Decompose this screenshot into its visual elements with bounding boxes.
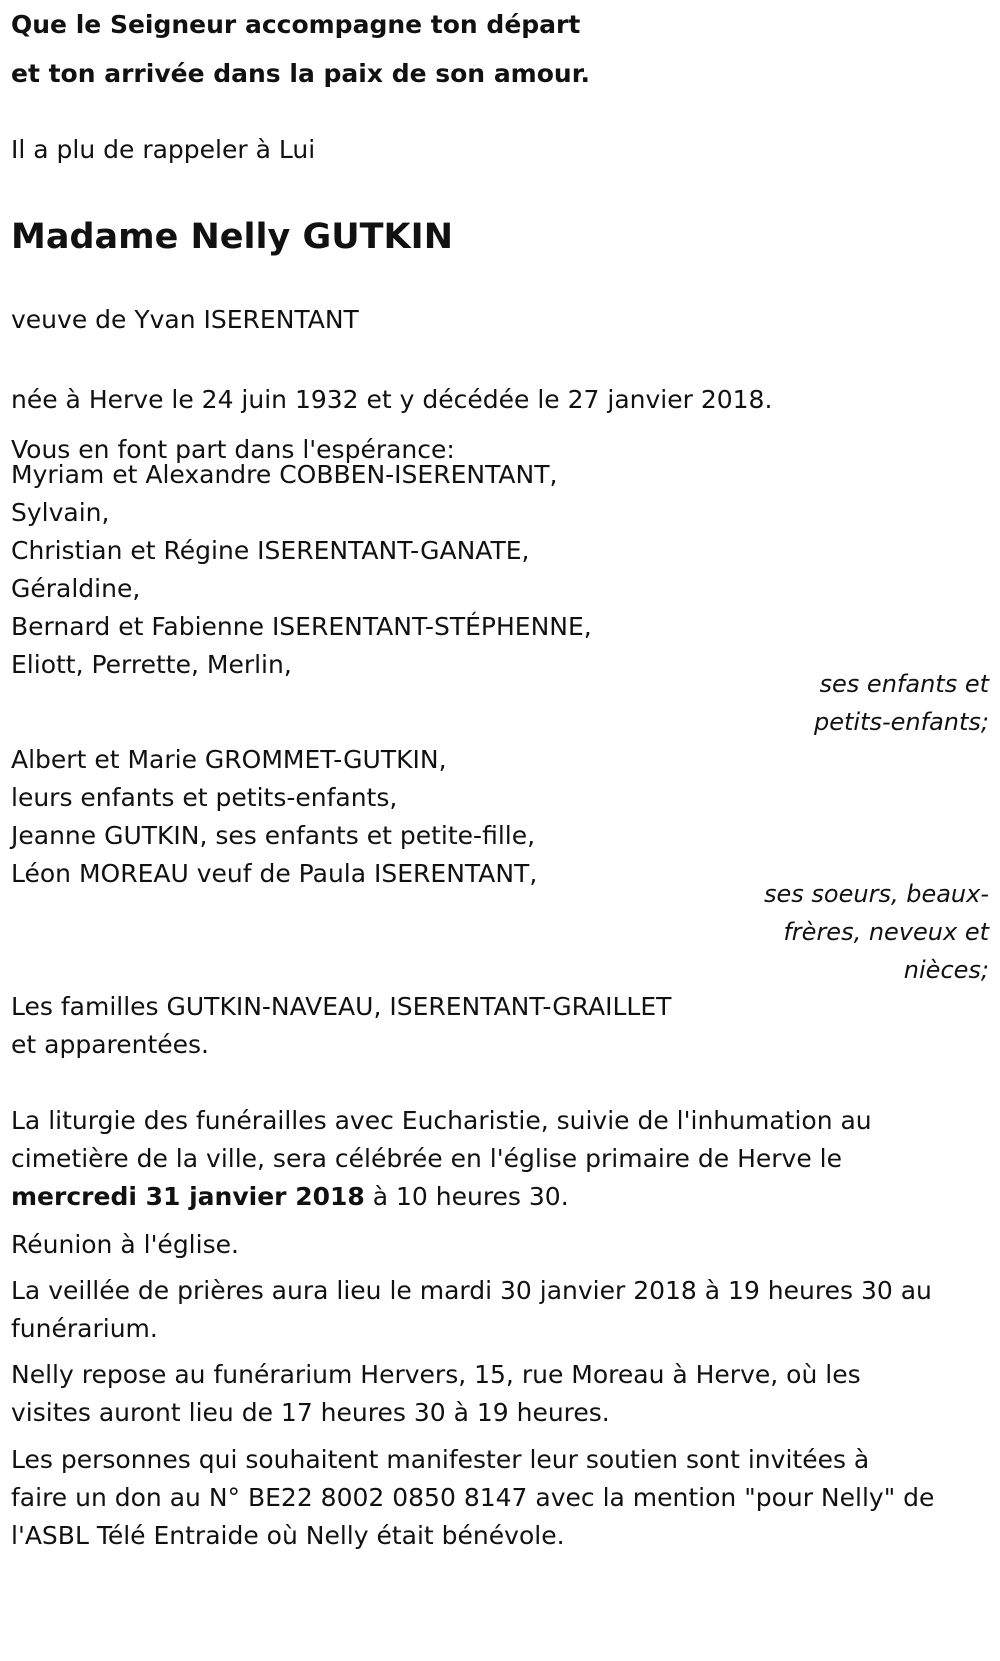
family-line: Géraldine, [11, 574, 141, 603]
family-line: Léon MOREAU veuf de Paula ISERENTANT, [11, 859, 538, 888]
relation-line: ses soeurs, beaux- [764, 880, 989, 908]
family-line: Sylvain, [11, 498, 110, 527]
family-line: Albert et Marie GROMMET-GUTKIN, [11, 745, 447, 774]
donation-line: faire un don au N° BE22 8002 0850 8147 avec la mention "pour Nelly" de [11, 1483, 935, 1512]
funeral-date-line [11, 1178, 989, 1216]
family-line: Jeanne GUTKIN, ses enfants et petite-fille, [11, 821, 536, 850]
relation-line: petits-enfants; [814, 708, 989, 736]
relation-line: nièces; [903, 956, 989, 984]
rest-line: visites auront lieu de 17 heures 30 à 19 heures. [11, 1398, 610, 1427]
announcement-text: Vous en font part dans l'espérance: [11, 435, 455, 464]
vigil-line: La veillée de prières aura lieu le mardi 30 janvier 2018 à 19 heures 30 au [11, 1276, 932, 1305]
rest-paragraph [11, 1356, 989, 1432]
relation-children [814, 665, 989, 741]
vigil-line: funérarium. [11, 1314, 158, 1343]
relation-line: ses enfants et [819, 670, 989, 698]
donation-paragraph [11, 1441, 989, 1555]
widow-text: veuve de Yvan ISERENTANT [11, 305, 359, 334]
deceased-name: Madame Nelly GUTKIN [11, 217, 453, 257]
family-group-siblings [11, 741, 537, 893]
rest-line: Nelly repose au funérarium Hervers, 15, rue Moreau à Herve, où les [11, 1360, 861, 1389]
funeral-date: mercredi 31 janvier 2018 [11, 1182, 365, 1211]
families-block [11, 988, 671, 1064]
vigil-paragraph [11, 1272, 989, 1348]
reunion-text: Réunion à l'église. [11, 1230, 239, 1259]
quote-line-1: Que le Seigneur accompagne ton départ [11, 10, 581, 39]
donation-line: l'ASBL Télé Entraide où Nelly était bénévole. [11, 1521, 565, 1550]
relation-siblings [764, 875, 989, 989]
donation-line: Les personnes qui souhaitent manifester leur soutien sont invitées à [11, 1445, 870, 1474]
birth-death-text: née à Herve le 24 juin 1932 et y décédée le 27 janvier 2018. [11, 385, 773, 414]
family-line: Myriam et Alexandre COBBEN-ISERENTANT, [11, 460, 558, 489]
family-line: Bernard et Fabienne ISERENTANT-STÉPHENNE, [11, 612, 592, 641]
funeral-paragraph [11, 1102, 989, 1216]
funeral-line: cimetière de la ville, sera célébrée en l'église primaire de Herve le [11, 1144, 842, 1173]
family-group-children [11, 456, 592, 684]
families-line: Les familles GUTKIN-NAVEAU, ISERENTANT-GRAILLET [11, 992, 672, 1021]
relation-line: frères, neveux et [783, 918, 989, 946]
family-line: Christian et Régine ISERENTANT-GANATE, [11, 536, 530, 565]
quote-line-2: et ton arrivée dans la paix de son amour. [11, 59, 590, 88]
families-line: et apparentées. [11, 1030, 209, 1059]
family-line: leurs enfants et petits-enfants, [11, 783, 398, 812]
family-line: Eliott, Perrette, Merlin, [11, 650, 292, 679]
intro-text: Il a plu de rappeler à Lui [11, 135, 316, 164]
funeral-line: La liturgie des funérailles avec Eucharistie, suivie de l'inhumation au [11, 1106, 872, 1135]
funeral-time: à 10 heures 30. [364, 1182, 569, 1211]
